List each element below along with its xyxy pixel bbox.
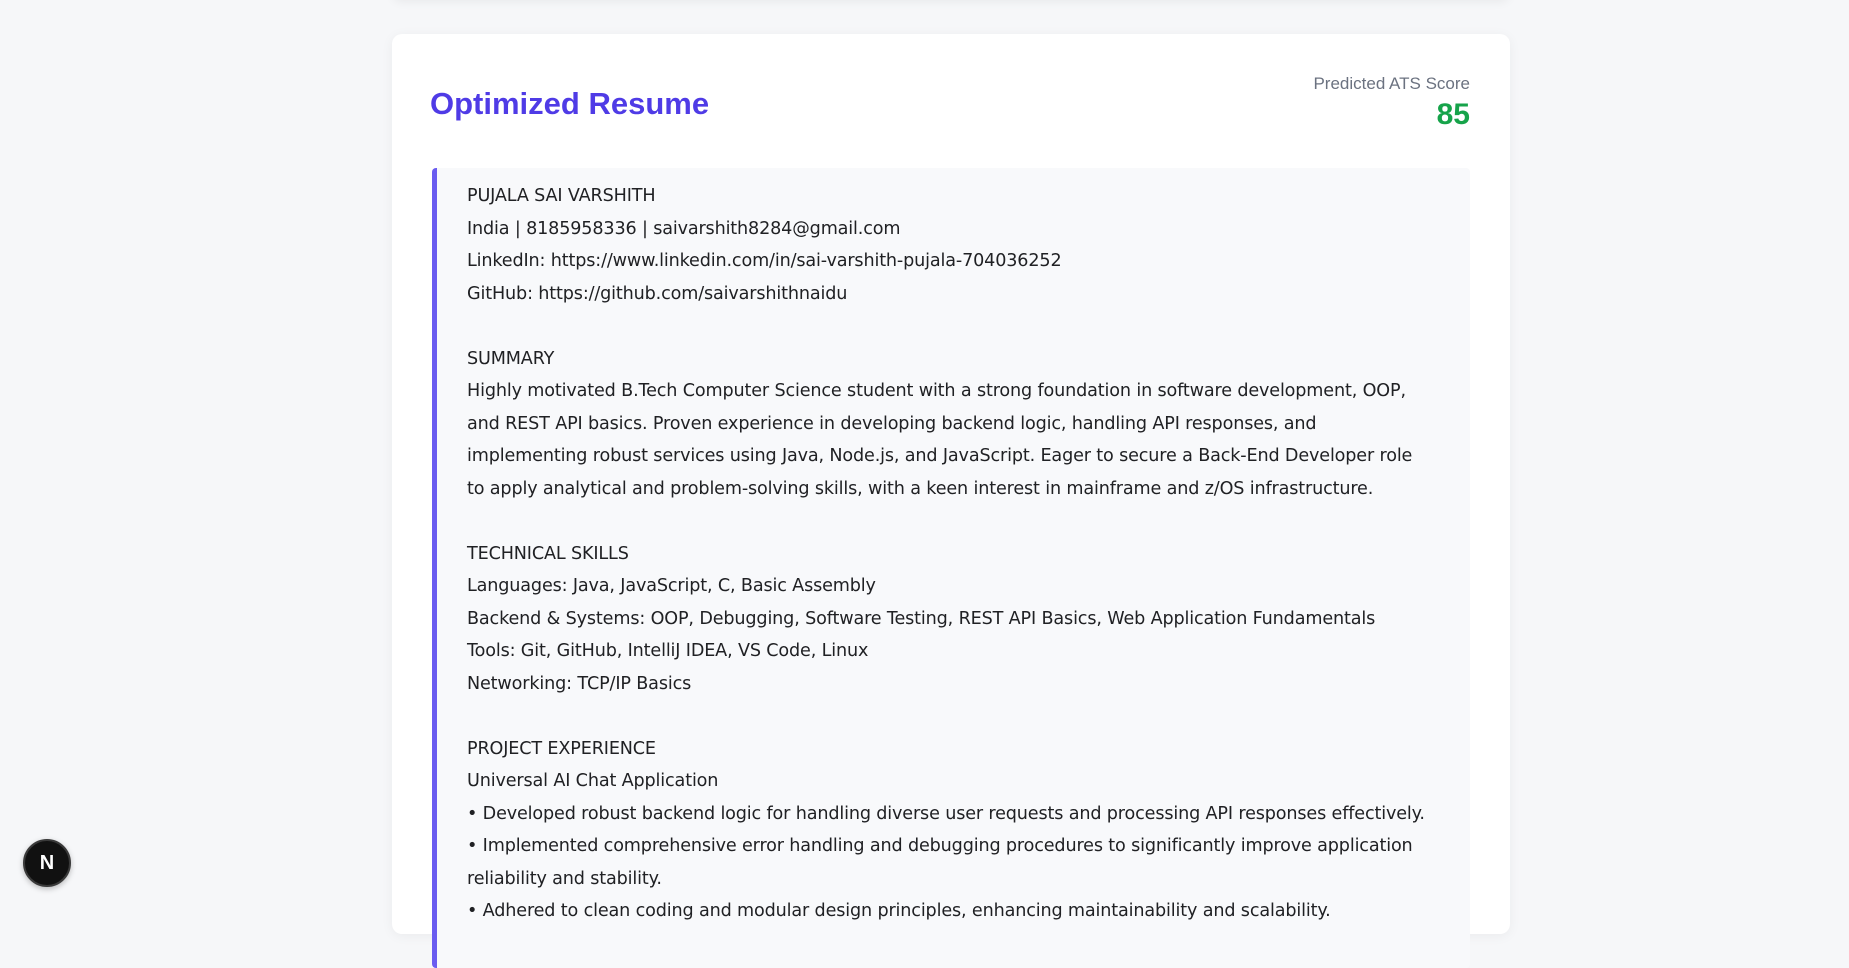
resume-line: implementing robust services using Java, Node.js, and JavaScript. Eager to secure a Back-End Developer role [467, 446, 1413, 466]
resume-line: to apply analytical and problem-solving skills, with a keen interest in mainframe and z/OS infrastructure. [467, 478, 1374, 499]
resume-blank-line [467, 310, 1470, 343]
resume-line: Networking: TCP/IP Basics [467, 673, 692, 694]
resume-line: Highly motivated B.Tech Computer Science student with a strong foundation in software development, OOP, [467, 381, 1406, 401]
card-title: Optimized Resume [430, 86, 710, 121]
resume-line: • Implemented comprehensive error handling and debugging procedures to significantly improve application [467, 836, 1413, 856]
resume-line: PUJALA SAI VARSHITH [467, 186, 656, 206]
resume-text-box [432, 168, 1470, 968]
resume-line: India | 8185958336 | saivarshith8284@gmail.com [467, 218, 901, 239]
resume-line: Tools: Git, GitHub, IntelliJ IDEA, VS Code, Linux [467, 641, 869, 661]
resume-line: • Developed robust backend logic for handling diverse user requests and processing API responses effectively. [467, 803, 1425, 824]
resume-line: reliability and stability. [467, 868, 662, 889]
resume-line: • Adhered to clean coding and modular design principles, enhancing maintainability and scalability. [467, 901, 1331, 921]
resume-line: GitHub: https://github.com/saivarshithnaidu [467, 283, 848, 304]
resume-blank-line [467, 700, 1470, 733]
resume-line: Languages: Java, JavaScript, C, Basic Assembly [467, 576, 876, 596]
resume-blank-line [467, 505, 1470, 538]
resume-line: TECHNICAL SKILLS [467, 543, 629, 564]
resume-line: SUMMARY [467, 348, 555, 369]
resume-line: Universal AI Chat Application [467, 771, 719, 791]
nextjs-devtools-button[interactable] [23, 839, 71, 887]
resume-line: LinkedIn: https://www.linkedin.com/in/sai-varshith-pujala-704036252 [467, 251, 1062, 271]
ats-score-value: 85 [1436, 98, 1470, 131]
nextjs-logo-icon: N [39, 851, 55, 874]
ats-score-block [1313, 74, 1470, 132]
resume-line: PROJECT EXPERIENCE [467, 738, 656, 759]
resume-line: and REST API basics. Proven experience in developing backend logic, handling API responses, and [467, 413, 1317, 434]
ats-score-label: Predicted ATS Score [1313, 74, 1470, 93]
resume-line: Backend & Systems: OOP, Debugging, Software Testing, REST API Basics, Web Application Fundamentals [467, 608, 1376, 629]
optimized-resume-card [392, 34, 1510, 934]
